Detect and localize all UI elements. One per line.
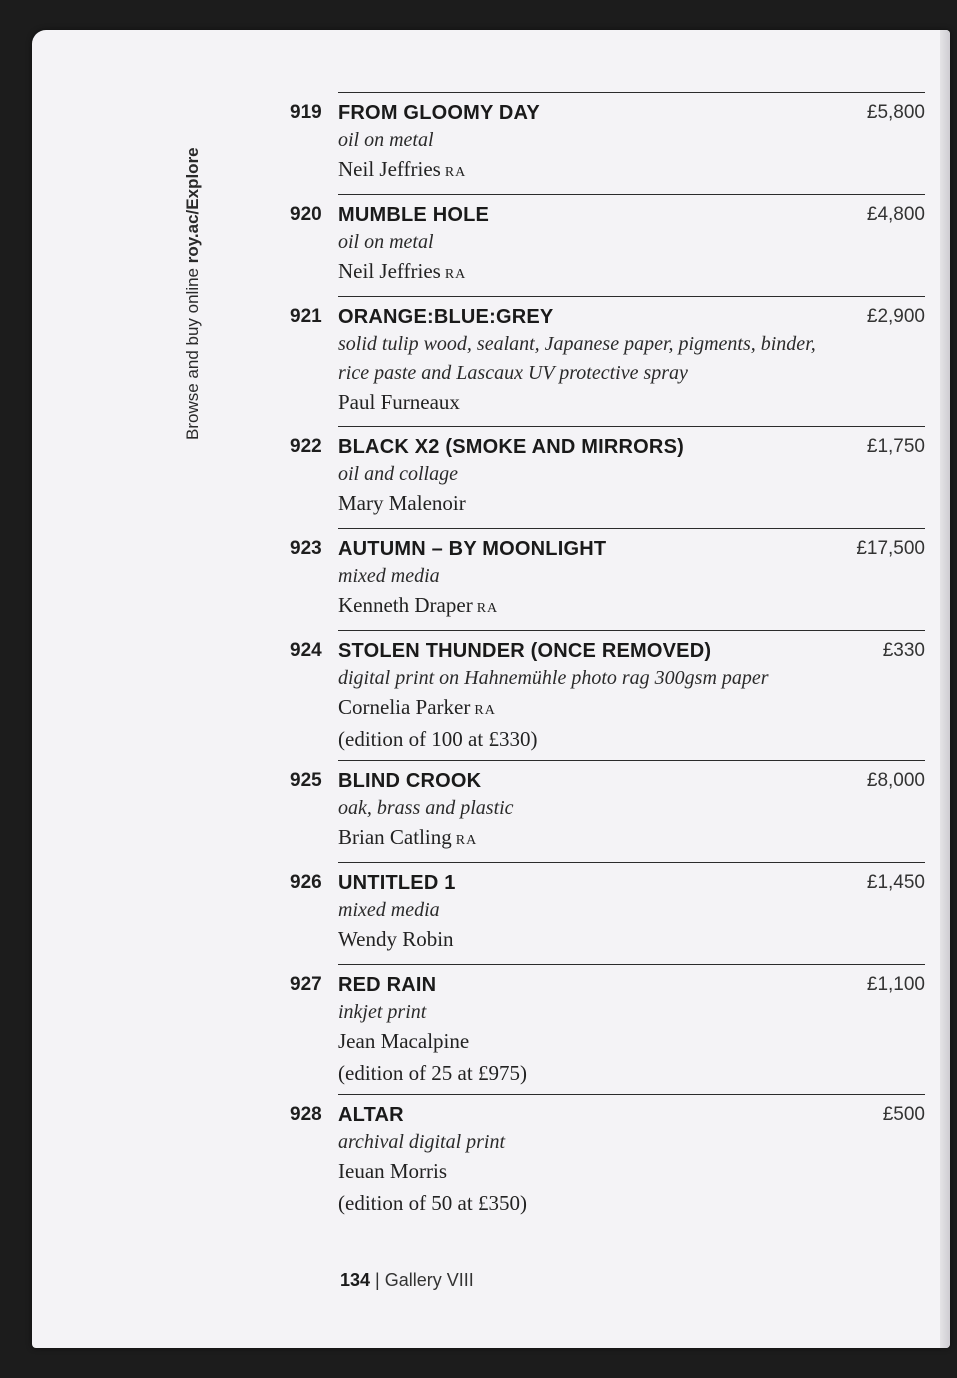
- lot-artist: [338, 1157, 858, 1189]
- lot-details: [338, 638, 858, 754]
- explore-link[interactable]: roy.ac/Explore: [183, 147, 202, 264]
- lot-divider: [338, 760, 925, 761]
- lot-divider: [338, 630, 925, 631]
- lot-title: UNTITLED 1: [338, 872, 456, 894]
- artist-name: Mary Malenoir: [338, 491, 466, 515]
- lot-divider: [338, 92, 925, 93]
- lot-details: [338, 536, 858, 623]
- lot-entry: [290, 528, 925, 628]
- lot-number: 922: [290, 436, 322, 457]
- lot-artist: [338, 823, 858, 855]
- lot-artist: [338, 693, 858, 725]
- footer-separator: |: [370, 1270, 385, 1290]
- lot-number: 919: [290, 102, 322, 123]
- lot-title: BLIND CROOK: [338, 770, 482, 792]
- lot-details: [338, 972, 858, 1088]
- lot-divider: [338, 1094, 925, 1095]
- lot-details: [338, 100, 858, 187]
- lot-number: 920: [290, 204, 322, 225]
- lot-artist: [338, 155, 858, 187]
- lot-entry: [290, 630, 925, 758]
- artist-name: Neil Jeffries: [338, 259, 441, 283]
- ra-suffix: RA: [474, 703, 496, 718]
- lot-number: 928: [290, 1104, 322, 1125]
- catalogue-page: [32, 30, 950, 1348]
- ra-suffix: RA: [455, 833, 478, 848]
- lot-number: 923: [290, 538, 322, 559]
- lot-artist: [338, 925, 858, 957]
- lot-price: £1,100: [866, 974, 925, 995]
- lot-divider: [338, 862, 925, 863]
- lot-divider: [338, 528, 925, 529]
- lot-divider: [338, 296, 925, 297]
- lot-artist: [338, 1027, 858, 1059]
- lot-title: ALTAR: [338, 1104, 404, 1126]
- lot-number: 926: [290, 872, 322, 893]
- lot-details: [338, 434, 858, 521]
- lot-entry: [290, 862, 925, 962]
- lot-details: [338, 202, 858, 289]
- lot-details: [338, 870, 858, 957]
- artist-name: Ieuan Morris: [338, 1159, 448, 1183]
- lot-price: £500: [882, 1104, 925, 1125]
- lot-price: £2,900: [866, 306, 925, 327]
- side-caption-prefix: Browse and buy online: [183, 263, 202, 440]
- lot-medium: mixed media: [338, 565, 440, 587]
- artist-name: Wendy Robin: [338, 927, 454, 951]
- lot-entry: [290, 426, 925, 526]
- page-edge: [940, 30, 950, 1348]
- lot-edition: (edition of 25 at £975): [338, 1061, 527, 1085]
- lot-title: RED RAIN: [338, 974, 437, 996]
- lot-medium: oak, brass and plastic: [338, 797, 514, 819]
- page-number: 134: [340, 1270, 371, 1290]
- lot-divider: [338, 426, 925, 427]
- page-footer: [340, 1270, 474, 1291]
- lot-artist: [338, 591, 858, 623]
- lot-artist: [338, 489, 858, 521]
- lot-medium: solid tulip wood, sealant, Japanese paper, pigments, binder, rice paste and Lascaux UV protective spray: [338, 333, 816, 384]
- lot-divider: [338, 194, 925, 195]
- lot-medium: digital print on Hahnemühle photo rag 300gsm paper: [338, 667, 769, 689]
- lot-number: 924: [290, 640, 322, 661]
- lot-entry: [290, 1094, 925, 1224]
- lot-entry: [290, 760, 925, 860]
- lot-details: [338, 304, 838, 420]
- lot-title: ORANGE:BLUE:GREY: [338, 306, 554, 328]
- lot-price: £5,800: [866, 102, 925, 123]
- artist-name: Kenneth Draper: [338, 593, 473, 617]
- section-name: Gallery VIII: [384, 1270, 474, 1290]
- lot-details: [338, 1102, 858, 1218]
- lot-medium: mixed media: [338, 899, 440, 921]
- lot-number: 921: [290, 306, 322, 327]
- ra-suffix: RA: [476, 601, 499, 616]
- artist-name: Neil Jeffries: [338, 157, 441, 181]
- lot-title: BLACK X2 (SMOKE AND MIRRORS): [338, 436, 684, 458]
- ra-suffix: RA: [444, 165, 467, 180]
- lot-entry: [290, 194, 925, 294]
- lot-divider: [338, 964, 925, 965]
- lot-number: 925: [290, 770, 322, 791]
- lot-title: MUMBLE HOLE: [338, 204, 490, 226]
- lot-medium: inkjet print: [338, 1001, 427, 1023]
- artist-name: Jean Macalpine: [338, 1029, 470, 1053]
- artist-name: Cornelia Parker: [338, 695, 471, 719]
- lot-edition: (edition of 100 at £330): [338, 727, 538, 751]
- lot-artist: [338, 257, 858, 289]
- lot-price: £330: [882, 640, 925, 661]
- lot-medium: oil on metal: [338, 231, 434, 253]
- lot-entry: [290, 964, 925, 1092]
- artist-name: Brian Catling: [338, 825, 452, 849]
- side-caption: [183, 147, 203, 440]
- lot-price: £17,500: [856, 538, 925, 559]
- lot-medium: archival digital print: [338, 1131, 506, 1153]
- artist-name: Paul Furneaux: [338, 390, 460, 414]
- lot-entry: [290, 296, 925, 424]
- lot-price: £8,000: [866, 770, 925, 791]
- lot-number: 927: [290, 974, 322, 995]
- lot-details: [338, 768, 858, 855]
- lot-price: £1,450: [866, 872, 925, 893]
- lot-artist: [338, 388, 838, 420]
- lot-title: STOLEN THUNDER (ONCE REMOVED): [338, 640, 712, 662]
- lot-medium: oil and collage: [338, 463, 458, 485]
- ra-suffix: RA: [444, 267, 467, 282]
- lot-price: £4,800: [866, 204, 925, 225]
- lot-entry: [290, 92, 925, 192]
- lot-title: FROM GLOOMY DAY: [338, 102, 540, 124]
- lot-medium: oil on metal: [338, 129, 434, 151]
- lot-edition: (edition of 50 at £350): [338, 1191, 527, 1215]
- lot-price: £1,750: [866, 436, 925, 457]
- lot-title: AUTUMN – BY MOONLIGHT: [338, 538, 607, 560]
